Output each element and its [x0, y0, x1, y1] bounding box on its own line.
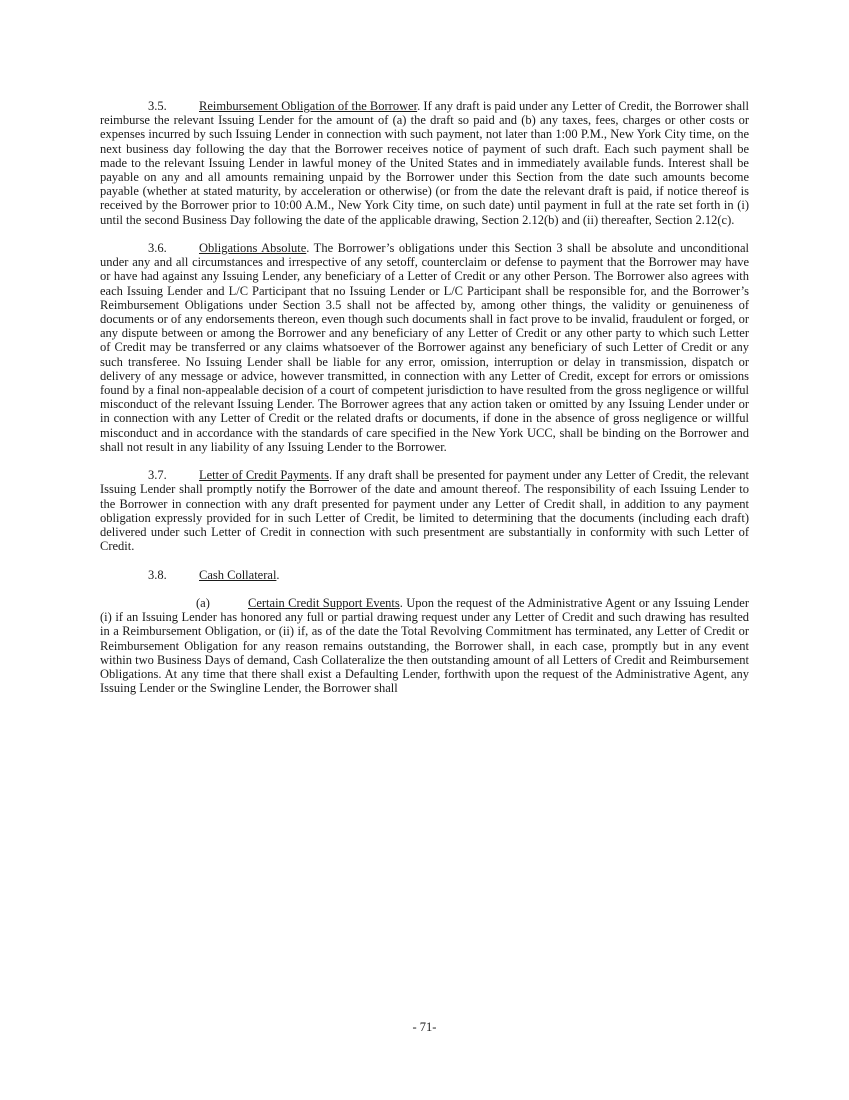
section-number: 3.7. — [148, 468, 167, 483]
section-3-6 — [100, 241, 749, 454]
section-3-5 — [100, 99, 749, 227]
section-body: . If any draft is paid under any Letter of Credit, the Borrower shall reimburse the relevant Issuing Lender for the amount of (a) the draft so paid and (b) any taxes, fees, charges or other costs or expenses incurred by such Issuing Lender in connection with such payment, not later than 1:00 P.M., New York City time, on the next business day following the day that the Borrower receives notice of payment of such draft. Each such payment shall be made to the relevant Issuing Lender in lawful money of the United States and in immediately available funds. Interest shall be payable on any and all amounts remaining unpaid by the Borrower under this Section from the date such amounts become payable (whether at stated maturity, by acceleration or otherwise) (or from the date the relevant draft is paid, if notice thereof is received by the Borrower prior to 10:00 A.M., New York City time, on such date) until payment in full at the rate set forth in (i) until the second Business Day following the date of the applicable drawing, Section 2.12(b) and (ii) thereafter, Section 2.12(c). — [100, 99, 749, 227]
section-title: Cash Collateral — [199, 567, 277, 582]
section-3-8-a — [100, 596, 749, 695]
section-number: 3.5. — [148, 99, 167, 113]
page-number: - 71- — [412, 1020, 437, 1034]
subsection-body: . Upon the request of the Administrative Agent or any Issuing Lender (i) if an Issuing Lender has honored any full or partial drawing request under any Letter of Credit and such drawing has resulted in a Reimbursement Obligation, or (ii) if, as of the date the Total Revolving Commitment has terminated, any Letter of Credit or Reimbursement Obligation for any reason remains outstanding, the Borrower shall, in each case, promptly but in any event within two Business Days of demand, Cash Collateralize the then outstanding amount of all Letters of Credit and Reimbursement Obligations. At any time that there shall exist a Defaulting Lender, forthwith upon the request of the Administrative Agent, any Issuing Lender or the Swingline Lender, the Borrower shall — [100, 596, 749, 696]
section-number: 3.8. — [148, 567, 167, 582]
document-page — [100, 99, 749, 710]
section-body: . If any draft shall be presented for payment under any Letter of Credit, the relevant Issuing Lender shall promptly notify the Borrower of the date and amount thereof. The responsibility of each Issuing Lender to the Borrower in connection with any draft presented for payment under any Letter of Credit shall, in addition to any payment obligation expressly provided for in such Letter of Credit, be limited to determining that the documents (including each draft) delivered under such Letter of Credit in connection with such presentment are substantially in conformity with such Letter of Credit. — [100, 468, 749, 554]
section-title: Letter of Credit Payments — [199, 468, 329, 483]
section-number: 3.6. — [148, 241, 167, 256]
section-title: Obligations Absolute — [199, 241, 307, 256]
section-body: . The Borrower’s obligations under this Section 3 shall be absolute and unconditional under any and all circumstances and irrespective of any setoff, counterclaim or defense to payment that the Borrower may have or have had against any Issuing Lender, any beneficiary of a Letter of Credit or any other Person. The Borrower also agrees with each Issuing Lender and L/C Participant that no Issuing Lender or L/C Participant shall be responsible for, and the Borrower’s Reimbursement Obligations under Section 3.5 shall not be affected by, among other things, the validity or genuineness of documents or of any endorsements thereon, even though such documents shall in fact prove to be invalid, fraudulent or forged, or any dispute between or among the Borrower and any beneficiary of any Letter of Credit or any other party to which such Letter of Credit may be transferred or any claims whatsoever of the Borrower against any beneficiary of such Letter of Credit or any such transferee. No Issuing Lender shall be liable for any error, omission, interruption or delay in transmission, dispatch or delivery of any message or advice, however transmitted, in connection with any Letter of Credit, except for errors or omissions found by a final non-appealable decision of a court of competent jurisdiction to have resulted from the gross negligence or willful misconduct of the relevant Issuing Lender. The Borrower agrees that any action taken or omitted by any Issuing Lender under or in connection with any Letter of Credit or the related drafts or documents, if done in the absence of gross negligence or willful misconduct and in accordance with the standards of care specified in the New York UCC, shall be binding on the Borrower and shall not result in any liability of any Issuing Lender to the Borrower. — [100, 241, 749, 454]
subsection-number: (a) — [196, 596, 210, 611]
subsection-title: Certain Credit Support Events — [248, 596, 400, 611]
section-title-period: . — [276, 567, 280, 582]
section-3-7 — [100, 468, 749, 553]
section-title: Reimbursement Obligation of the Borrower — [199, 99, 418, 113]
section-3-8 — [100, 568, 749, 582]
